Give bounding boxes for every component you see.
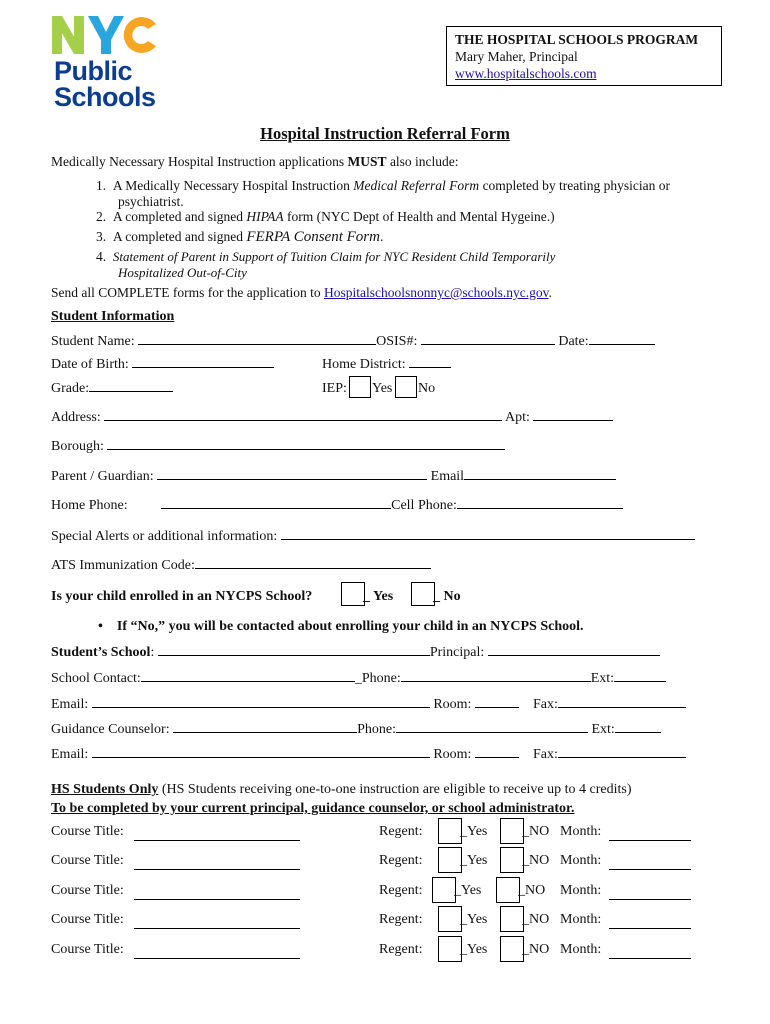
regent-label: Regent: xyxy=(379,853,423,868)
course-title-label: Course Title: xyxy=(51,853,124,868)
enrolled-yes-checkbox[interactable] xyxy=(341,582,365,606)
month-label: Month: xyxy=(560,912,602,927)
course-row xyxy=(0,847,770,875)
students-school-label: Student’s School xyxy=(51,645,151,660)
intro-must: MUST xyxy=(347,154,387,169)
requirement-4: 4. Statement of Parent in Support of Tuition Claim for NYC Resident Child Temporarily xyxy=(96,249,556,264)
logo-line-schools: Schools xyxy=(54,82,156,112)
month-field[interactable] xyxy=(609,927,691,929)
course-title-label: Course Title: xyxy=(51,942,124,957)
enrollment-bullet xyxy=(98,619,584,635)
regent-yes-label: _Yes xyxy=(460,942,488,957)
iep-no-label: No xyxy=(418,381,436,396)
apt-label: Apt: xyxy=(505,410,530,425)
course-title-field[interactable] xyxy=(134,839,300,841)
borough-field[interactable] xyxy=(107,448,505,450)
school-room-field[interactable] xyxy=(475,706,519,708)
regent-label: Regent: xyxy=(379,942,423,957)
special-alerts-label: Special Alerts or additional information: xyxy=(51,529,278,544)
student-name-label: Student Name: xyxy=(51,334,135,349)
form-title: Hospital Instruction Referral Form xyxy=(260,124,510,143)
date-field[interactable] xyxy=(589,343,655,345)
enrolled-yes-label: _ Yes xyxy=(363,589,394,604)
enrolled-question: Is your child enrolled in an NYCPS School? xyxy=(51,589,313,604)
requirement-1: 1. A Medically Necessary Hospital Instruction Medical Referral Form completed by treating physician or xyxy=(96,178,671,193)
guidance-fax-label: Fax: xyxy=(532,747,558,762)
course-title-field[interactable] xyxy=(134,898,300,900)
requirement-2: 2. A completed and signed HIPAA form (NYC Dept of Health and Mental Hygeine.) xyxy=(96,209,555,224)
guidance-email-field[interactable] xyxy=(92,756,430,758)
grade-field[interactable] xyxy=(89,390,173,392)
school-contact-field[interactable] xyxy=(141,680,355,682)
address-field[interactable] xyxy=(104,419,502,421)
iep-label: IEP: xyxy=(322,381,347,396)
month-label: Month: xyxy=(560,883,602,898)
regent-yes-label: _Yes xyxy=(454,883,482,898)
regent-no-checkbox[interactable] xyxy=(500,847,524,873)
student-name-field[interactable] xyxy=(138,343,376,345)
borough-row xyxy=(51,439,505,455)
guidance-counselor-field[interactable] xyxy=(173,731,357,733)
guidance-email-row xyxy=(51,747,686,763)
regent-no-label: _NO xyxy=(522,853,550,868)
home-district-field[interactable] xyxy=(409,366,451,368)
course-row xyxy=(0,936,770,964)
intro-suffix: also include: xyxy=(386,154,459,169)
month-label: Month: xyxy=(560,942,602,957)
grade-row xyxy=(51,381,173,397)
enrolled-row xyxy=(51,582,531,608)
hs-credits-note: (HS Students receiving one-to-one instruction are eligible to receive up to 4 credits) xyxy=(158,782,632,797)
requirement-3: 3. A completed and signed FERPA Consent Form. xyxy=(96,229,384,245)
iep-yes-checkbox[interactable] xyxy=(349,376,371,398)
month-field[interactable] xyxy=(609,839,691,841)
hs-students-heading: HS Students Only xyxy=(51,782,159,797)
month-label: Month: xyxy=(560,853,602,868)
guidance-phone-label: Phone: xyxy=(357,722,396,737)
requirement-4-cont: Hospitalized Out-of-City xyxy=(118,265,247,280)
student-name-row xyxy=(51,334,655,350)
home-district-label: Home District: xyxy=(322,357,406,372)
program-website-link[interactable]: www.hospitalschools.com xyxy=(455,66,597,81)
regent-yes-checkbox[interactable] xyxy=(438,818,462,844)
school-principal-label: Principal: xyxy=(429,645,485,660)
address-row xyxy=(51,410,613,426)
osis-label: OSIS#: xyxy=(376,334,418,349)
student-info-heading: Student Information xyxy=(51,309,175,324)
school-ext-field[interactable] xyxy=(614,680,666,682)
cell-phone-field[interactable] xyxy=(457,507,623,509)
iep-yes-label: Yes xyxy=(372,381,393,396)
course-row xyxy=(0,877,770,905)
regent-yes-checkbox[interactable] xyxy=(438,936,462,962)
regent-no-checkbox[interactable] xyxy=(500,818,524,844)
school-phone-label: _Phone: xyxy=(354,671,401,686)
guidance-room-label: Room: xyxy=(433,747,472,762)
regent-label: Regent: xyxy=(379,883,423,898)
school-email-field[interactable] xyxy=(92,706,430,708)
nyc-public-schools-logo xyxy=(52,14,172,110)
date-label: Date: xyxy=(558,334,589,349)
hs-instruction: To be completed by your current principal, guidance counselor, or school administrator. xyxy=(51,801,575,816)
students-school-field[interactable] xyxy=(158,654,430,656)
iep-no-checkbox[interactable] xyxy=(395,376,417,398)
course-title-field[interactable] xyxy=(134,927,300,929)
special-alerts-field[interactable] xyxy=(281,538,695,540)
parent-guardian-field[interactable] xyxy=(157,478,427,480)
guidance-email-label: Email: xyxy=(51,747,89,762)
course-title-label: Course Title: xyxy=(51,883,124,898)
regent-no-label: _NO xyxy=(522,912,550,927)
guidance-counselor-label: Guidance Counselor: xyxy=(51,722,170,737)
regent-label: Regent: xyxy=(379,824,423,839)
course-title-field[interactable] xyxy=(134,868,300,870)
regent-yes-label: _Yes xyxy=(460,824,488,839)
guidance-ext-label: Ext: xyxy=(591,722,615,737)
course-title-field[interactable] xyxy=(134,957,300,959)
regent-no-checkbox[interactable] xyxy=(496,877,520,903)
school-phone-field[interactable] xyxy=(401,680,591,682)
alerts-row xyxy=(51,529,695,545)
course-title-label: Course Title: xyxy=(51,824,124,839)
regent-yes-checkbox[interactable] xyxy=(432,877,456,903)
intro-prefix: Medically Necessary Hospital Instruction applications xyxy=(51,154,348,169)
regent-label: Regent: xyxy=(379,912,423,927)
regent-no-checkbox[interactable] xyxy=(500,936,524,962)
month-field[interactable] xyxy=(609,957,691,959)
school-email-row xyxy=(51,697,686,713)
guidance-ext-field[interactable] xyxy=(615,731,661,733)
enrolled-no-label: _ No xyxy=(433,589,461,604)
nyc-logo-icon xyxy=(52,14,158,56)
apt-field[interactable] xyxy=(533,419,613,421)
dob-field[interactable] xyxy=(132,366,274,368)
submission-email-link[interactable]: Hospitalschoolsnonnyc@schools.nyc.gov xyxy=(323,285,549,300)
course-row xyxy=(0,906,770,934)
requirement-1-cont: psychiatrist. xyxy=(118,194,184,209)
month-field[interactable] xyxy=(609,868,691,870)
school-room-label: Room: xyxy=(433,697,472,712)
address-label: Address: xyxy=(51,410,101,425)
bullet-icon: • xyxy=(98,619,103,634)
regent-no-label: _NO xyxy=(522,824,550,839)
phone-row xyxy=(51,498,623,514)
regent-yes-checkbox[interactable] xyxy=(438,906,462,932)
ats-code-label: ATS Immunization Code: xyxy=(51,558,195,573)
guidance-row xyxy=(51,722,661,738)
parent-email-field[interactable] xyxy=(464,478,616,480)
enrollment-note: If “No,” you will be contacted about enrolling your child in an NYCPS School. xyxy=(116,619,584,634)
home-district-row xyxy=(322,357,451,373)
osis-field[interactable] xyxy=(421,343,555,345)
course-row xyxy=(0,818,770,846)
regent-no-label: _NO xyxy=(518,883,546,898)
guidance-room-field[interactable] xyxy=(475,756,519,758)
parent-email-label: Email xyxy=(430,469,465,484)
ats-row xyxy=(51,558,431,574)
guidance-phone-field[interactable] xyxy=(396,731,588,733)
principal-name: Mary Maher, Principal xyxy=(455,49,578,64)
regent-yes-checkbox[interactable] xyxy=(438,847,462,873)
school-row: Student’s School: Principal: xyxy=(51,645,660,661)
intro-text xyxy=(51,154,459,170)
cell-phone-label: Cell Phone: xyxy=(391,498,457,513)
dob-label: Date of Birth: xyxy=(51,357,129,372)
parent-guardian-label: Parent / Guardian: xyxy=(51,469,154,484)
grade-label: Grade: xyxy=(51,381,90,396)
parent-row xyxy=(51,469,616,485)
program-name: THE HOSPITAL SCHOOLS PROGRAM xyxy=(455,32,699,47)
home-phone-label: Home Phone: xyxy=(51,498,128,513)
regent-yes-label: _Yes xyxy=(460,912,488,927)
course-title-label: Course Title: xyxy=(51,912,124,927)
regent-no-label: _NO xyxy=(522,942,550,957)
regent-yes-label: _Yes xyxy=(460,853,488,868)
school-ext-label: Ext: xyxy=(590,671,615,686)
hs-heading-row xyxy=(51,782,632,798)
ats-code-field[interactable] xyxy=(195,567,431,569)
school-email-label: Email: xyxy=(51,697,89,712)
month-label: Month: xyxy=(560,824,602,839)
school-contact-row xyxy=(51,671,666,687)
school-fax-label: Fax: xyxy=(532,697,558,712)
school-contact-label: School Contact: xyxy=(51,671,141,686)
program-header-box xyxy=(446,26,722,86)
send-instructions: Send all COMPLETE forms for the application to Hospitalschoolsnonnyc@schools.nyc.gov. xyxy=(51,285,552,300)
borough-label: Borough: xyxy=(51,439,104,454)
dob-row xyxy=(51,357,274,373)
logo-line-public: Public xyxy=(54,56,133,86)
enrolled-no-checkbox[interactable] xyxy=(411,582,435,606)
school-fax-field[interactable] xyxy=(558,706,686,708)
month-field[interactable] xyxy=(609,898,691,900)
school-principal-field[interactable] xyxy=(488,654,660,656)
home-phone-field[interactable] xyxy=(161,507,391,509)
regent-no-checkbox[interactable] xyxy=(500,906,524,932)
guidance-fax-field[interactable] xyxy=(558,756,686,758)
